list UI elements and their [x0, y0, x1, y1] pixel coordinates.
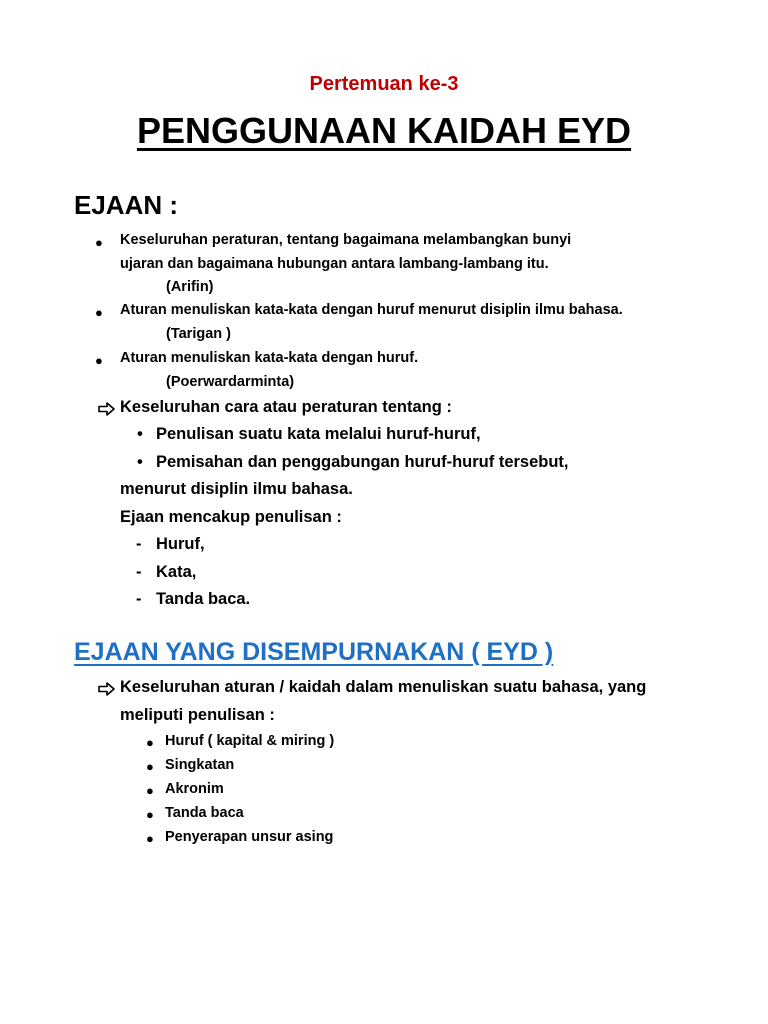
dash-icon: -	[136, 590, 142, 608]
summary-point: Penulisan suatu kata melalui huruf-huruf,	[156, 425, 481, 443]
bullet-dot-icon: ●	[146, 735, 154, 750]
scope-item: Kata,	[156, 563, 197, 581]
eyd-intro-line: meliputi penulisan :	[120, 706, 275, 724]
definition-line: ujaran dan bagaimana hubungan antara lambang-lambang itu.	[120, 256, 549, 272]
bullet-dot-icon: ●	[95, 353, 103, 368]
summary-continuation: menurut disiplin ilmu bahasa.	[120, 480, 353, 498]
definition-source: (Poerwardarminta)	[166, 374, 295, 390]
eyd-intro-line: Keseluruhan aturan / kaidah dalam menuliskan suatu bahasa, yang	[120, 678, 647, 696]
bullet-dot-icon: ●	[146, 783, 154, 798]
right-arrow-outline-icon	[98, 682, 115, 701]
eyd-item: Tanda baca	[165, 805, 244, 821]
page-title-text: PENGGUNAAN KAIDAH EYD	[136, 110, 632, 151]
meeting-label: Pertemuan ke-3	[309, 73, 459, 95]
summary-intro: Keseluruhan cara atau peraturan tentang :	[120, 398, 452, 416]
scope-item: Huruf,	[156, 535, 205, 553]
ejaan-heading: EJAAN :	[74, 190, 179, 220]
bullet-dot-icon: ●	[146, 807, 154, 822]
scope-item: Tanda baca.	[156, 590, 251, 608]
scope-label: Ejaan mencakup penulisan :	[120, 508, 342, 526]
eyd-item: Akronim	[165, 781, 224, 797]
definition-source: (Arifin)	[166, 279, 214, 295]
eyd-heading-text: EJAAN YANG DISEMPURNAKAN ( EYD )	[74, 638, 554, 666]
page-title	[0, 110, 768, 152]
definition-line: Aturan menuliskan kata-kata dengan huruf menurut disiplin ilmu bahasa.	[120, 302, 623, 318]
bullet-dot-icon: ●	[146, 759, 154, 774]
definition-source: (Tarigan )	[166, 326, 231, 342]
eyd-heading	[74, 638, 553, 667]
dash-icon: -	[136, 563, 142, 581]
dash-icon: -	[136, 535, 142, 553]
bullet-dot-icon: ●	[95, 235, 103, 250]
right-arrow-outline-icon	[98, 402, 115, 421]
eyd-item: Singkatan	[165, 757, 235, 773]
definition-line: Aturan menuliskan kata-kata dengan huruf.	[120, 350, 419, 366]
definition-line: Keseluruhan peraturan, tentang bagaimana melambangkan bunyi	[120, 232, 572, 248]
bullet-dot-icon: ●	[95, 305, 103, 320]
summary-point: Pemisahan dan penggabungan huruf-huruf tersebut,	[156, 453, 569, 471]
bullet-dot-icon: •	[137, 453, 143, 471]
eyd-item: Huruf ( kapital & miring )	[165, 733, 335, 749]
bullet-dot-icon: ●	[146, 831, 154, 846]
eyd-item: Penyerapan unsur asing	[165, 829, 334, 845]
bullet-dot-icon: •	[137, 425, 143, 443]
